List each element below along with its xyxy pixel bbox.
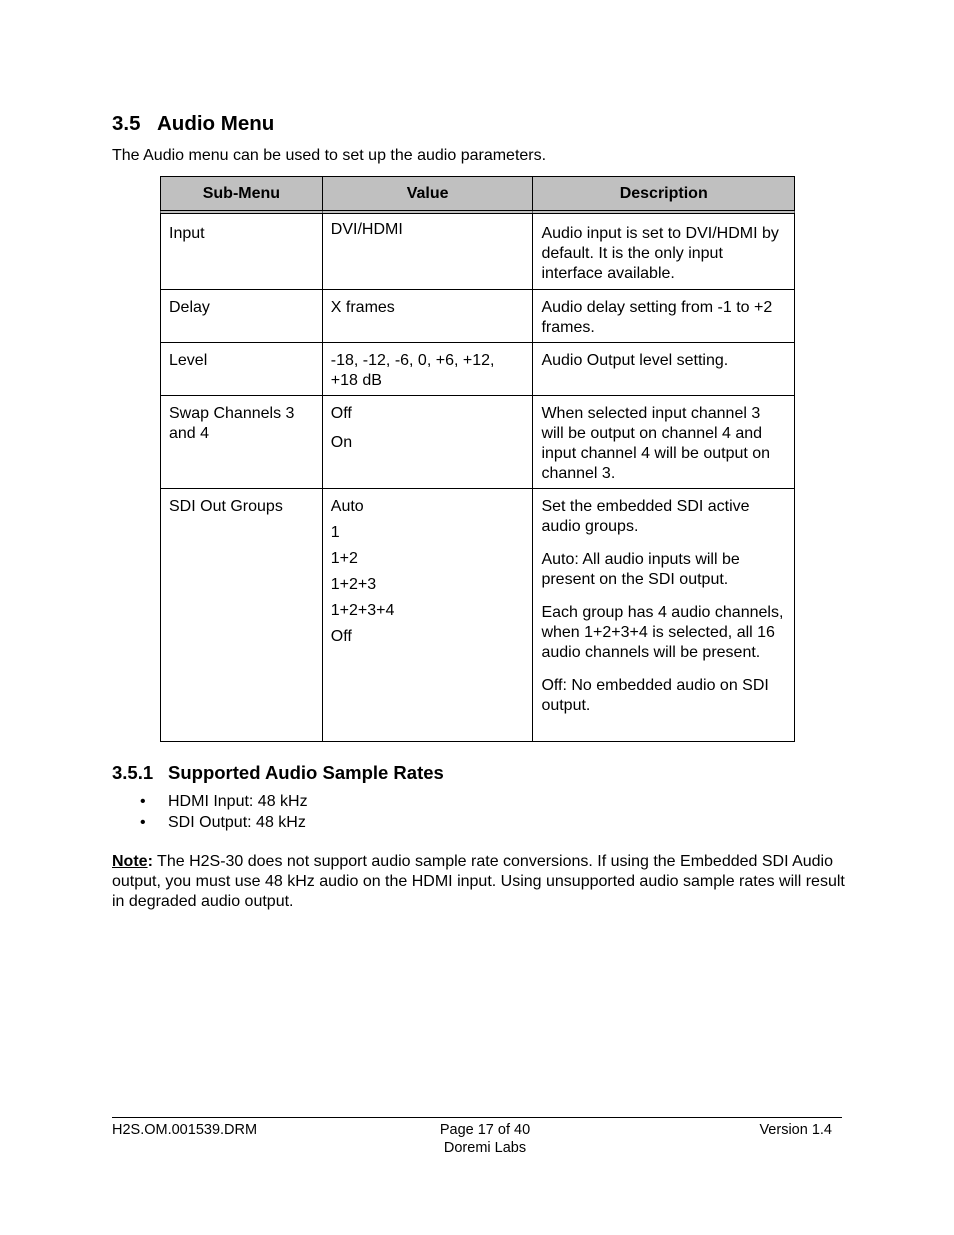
table-row	[160, 290, 795, 343]
audio-menu-table	[160, 176, 795, 742]
value-option: 1+2+3	[330, 576, 377, 593]
value-cell	[323, 489, 534, 742]
description-text: Audio input is set to DVI/HDMI by default. It is the only input interface available.	[541, 225, 779, 282]
description-cell	[533, 290, 795, 343]
subsection-number: 3.5.1	[112, 762, 154, 783]
list-item-text: HDMI Input: 48 kHz	[168, 793, 308, 810]
submenu-cell	[160, 489, 323, 742]
value-option: On	[330, 434, 353, 451]
table-row	[160, 489, 795, 742]
value-cell	[323, 214, 534, 290]
value-option: 1	[330, 524, 340, 541]
section-number: 3.5	[112, 112, 141, 135]
table-row	[160, 396, 795, 489]
section-intro: The Audio menu can be used to set up the audio parameters.	[112, 147, 547, 164]
value-cell	[323, 343, 534, 396]
bullet: •	[140, 793, 146, 810]
section-title: Audio Menu	[157, 112, 275, 135]
description-text: Off: No embedded audio on SDI output.	[541, 677, 769, 714]
description-text: Auto: All audio inputs will be present on the SDI output.	[541, 551, 740, 588]
sample-rate-list	[140, 791, 308, 833]
bullet: •	[140, 814, 146, 831]
footer-company: Doremi Labs	[443, 1140, 527, 1156]
header-value: Value	[323, 176, 534, 214]
header-description: Description	[533, 176, 795, 214]
submenu-label: Delay	[169, 299, 210, 316]
header-submenu: Sub-Menu	[160, 176, 323, 214]
description-text: Audio Output level setting.	[541, 352, 729, 369]
note-label: Note	[112, 853, 148, 870]
footer-page-number: Page 17 of 40	[439, 1122, 531, 1138]
footer-center	[380, 1121, 590, 1157]
submenu-label: Level	[169, 352, 208, 369]
section-heading	[112, 112, 274, 136]
value-option: DVI/HDMI	[330, 221, 403, 238]
note-colon: :	[147, 853, 153, 870]
value-cell	[323, 290, 534, 343]
footer-divider	[112, 1117, 842, 1118]
submenu-cell	[160, 343, 323, 396]
description-cell	[533, 489, 795, 742]
value-option: Off	[330, 628, 352, 645]
description-cell	[533, 214, 795, 290]
note-paragraph	[112, 852, 847, 912]
submenu-label: SDI Out Groups	[169, 498, 283, 515]
value-option: -18, -12, -6, 0, +6, +12, +18 dB	[330, 352, 495, 389]
value-option: X frames	[330, 299, 395, 316]
submenu-cell	[160, 214, 323, 290]
value-cell	[323, 396, 534, 489]
description-text: When selected input channel 3 will be output on channel 4 and input channel 4 will be output on channel 3.	[541, 405, 771, 482]
description-cell	[533, 343, 795, 396]
description-text: Set the embedded SDI active audio groups.	[541, 498, 750, 535]
description-text: Audio delay setting from -1 to +2 frames.	[541, 299, 773, 336]
subsection-heading	[112, 762, 444, 784]
list-item-text: SDI Output: 48 kHz	[168, 814, 306, 831]
list-item	[140, 812, 308, 833]
footer-doc-id: H2S.OM.001539.DRM	[112, 1122, 258, 1138]
list-item	[140, 791, 308, 812]
description-text: Each group has 4 audio channels, when 1+2+3+4 is selected, all 16 audio channels will be present.	[541, 604, 784, 661]
value-option: Auto	[330, 498, 364, 515]
submenu-label: Input	[169, 225, 205, 242]
note-text: The H2S-30 does not support audio sample rate conversions. If using the Embedded SDI Audio output, you must use 48 kHz audio on the HDMI input. Using unsupported audio sample rates will result in degraded audio output.	[112, 853, 845, 910]
value-option: 1+2	[330, 550, 358, 567]
subsection-title: Supported Audio Sample Rates	[168, 762, 444, 783]
value-option: Off	[330, 405, 352, 422]
submenu-label: Swap Channels 3 and 4	[169, 405, 295, 442]
description-cell	[533, 396, 795, 489]
submenu-cell	[160, 396, 323, 489]
footer-version: Version 1.4	[759, 1122, 832, 1138]
table-header-row	[160, 176, 795, 214]
submenu-cell	[160, 290, 323, 343]
value-option: 1+2+3+4	[330, 602, 395, 619]
table-row	[160, 343, 795, 396]
table-row	[160, 214, 795, 290]
